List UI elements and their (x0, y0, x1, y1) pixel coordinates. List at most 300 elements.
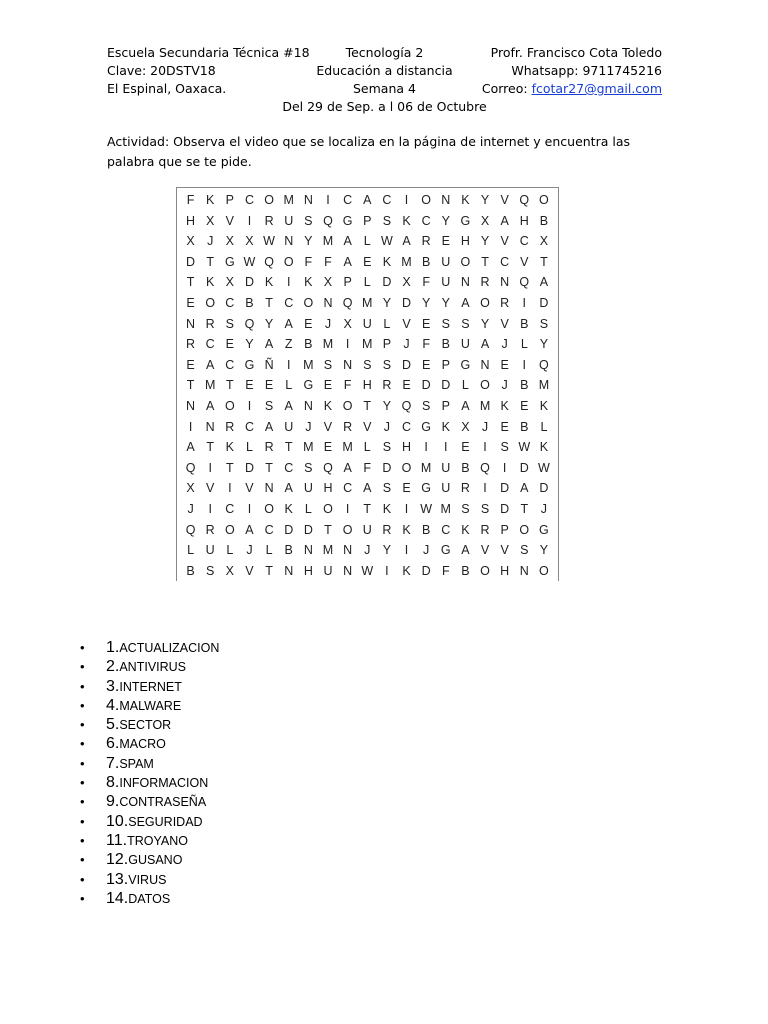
grid-letter: G (539, 522, 550, 537)
grid-letter: W (361, 563, 374, 578)
grid-letter: K (323, 398, 333, 413)
grid-letter: L (363, 275, 372, 290)
grid-letter: S (421, 398, 431, 413)
grid-letter: S (225, 316, 235, 331)
word-text: SPAM (119, 756, 154, 771)
grid-letter: E (441, 234, 451, 249)
grid-letter: R (264, 440, 275, 455)
grid-letter: N (186, 316, 196, 331)
word-number: 14. (106, 889, 129, 907)
grid-letter: R (225, 419, 235, 434)
grid-letter: S (382, 357, 392, 372)
grid-letter: S (520, 543, 529, 558)
grid-letter: U (441, 275, 451, 290)
word-list-item (80, 657, 219, 676)
grid-letter: L (383, 316, 391, 331)
grid-letter: C (343, 193, 353, 207)
grid-letter: N (186, 398, 196, 413)
grid-letter: I (483, 440, 488, 455)
grid-letter: I (286, 275, 291, 290)
grid-letter: T (186, 378, 195, 393)
grid-letter: H (323, 481, 333, 496)
grid-letter: F (441, 563, 451, 578)
grid-letter: A (264, 337, 274, 352)
grid-letter: A (343, 460, 353, 475)
grid-letter: E (225, 337, 235, 352)
grid-letter: U (323, 563, 333, 578)
grid-letter: M (362, 337, 373, 352)
grid-letter: E (323, 378, 333, 393)
teacher-whatsapp: Whatsapp: 9711745216 (511, 63, 662, 78)
grid-letter: V (225, 213, 235, 228)
grid-letter: E (402, 378, 412, 393)
grid-letter: A (284, 398, 294, 413)
grid-letter: Q (519, 193, 530, 207)
week-label: Semana 4 (353, 81, 416, 96)
grid-letter: M (283, 193, 295, 207)
grid-letter: K (402, 522, 412, 537)
grid-letter: J (403, 337, 411, 352)
grid-letter: O (323, 501, 334, 516)
grid-letter: L (285, 378, 293, 393)
grid-letter: A (461, 295, 471, 310)
grid-letter: K (461, 193, 471, 207)
word-list-item (80, 792, 219, 811)
word-number: 9. (106, 793, 120, 811)
grid-letter: P (363, 213, 372, 228)
grid-letter: F (363, 460, 372, 475)
grid-letter: L (265, 543, 274, 558)
grid-letter: E (421, 357, 431, 372)
grid-letter: A (343, 234, 353, 249)
grid-letter: M (420, 460, 432, 475)
grid-letter: I (385, 563, 390, 578)
grid-letter: N (500, 275, 510, 290)
word-text: SECTOR (119, 718, 172, 733)
grid-letter: I (522, 357, 527, 372)
grid-letter: Y (382, 295, 392, 310)
grid-letter: J (423, 543, 430, 558)
word-number: 13. (106, 870, 129, 888)
grid-letter: H (362, 378, 373, 393)
grid-letter: N (323, 295, 333, 310)
grid-letter: B (245, 295, 255, 310)
grid-letter: V (245, 563, 255, 578)
grid-letter: J (324, 316, 332, 331)
grid-letter: C (264, 522, 275, 537)
grid-letter: S (500, 440, 510, 455)
grid-letter: Q (519, 275, 530, 290)
grid-letter: I (522, 295, 527, 310)
grid-letter: J (540, 501, 548, 516)
grid-letter: E (461, 440, 471, 455)
grid-letter: A (539, 275, 549, 290)
grid-letter: X (186, 481, 196, 496)
grid-letter: V (520, 254, 529, 269)
grid-letter: Y (245, 337, 255, 352)
grid-letter: T (284, 440, 294, 455)
grid-letter: X (186, 234, 196, 249)
grid-letter: R (205, 522, 216, 537)
grid-letter: Y (480, 316, 490, 331)
grid-letter: L (304, 501, 313, 516)
word-text: TROYANO (127, 833, 188, 848)
grid-letter: M (362, 295, 373, 310)
grid-letter: D (539, 295, 549, 310)
grid-letter: Z (284, 337, 294, 352)
grid-letter: G (303, 378, 314, 393)
grid-letter: B (421, 254, 431, 269)
grid-letter: A (520, 481, 529, 496)
grid-letter: Q (323, 213, 334, 228)
grid-letter: G (342, 213, 353, 228)
bullet-icon: • (80, 871, 85, 887)
grid-letter: T (363, 398, 372, 413)
grid-letter: D (284, 522, 294, 537)
grid-letter: S (382, 481, 392, 496)
grid-letter: A (500, 213, 510, 228)
grid-letter: S (480, 501, 490, 516)
grid-letter: S (304, 460, 314, 475)
grid-letter: L (520, 337, 529, 352)
grid-letter: T (540, 254, 549, 269)
grid-letter: I (404, 543, 409, 558)
grid-letter: Y (441, 213, 451, 228)
grid-letter: N (303, 398, 314, 413)
grid-letter: W (243, 254, 256, 269)
grid-letter: Y (382, 543, 392, 558)
grid-letter: Y (382, 398, 392, 413)
word-list-item (80, 889, 219, 908)
grid-letter: G (460, 213, 471, 228)
grid-letter: M (303, 440, 315, 455)
grid-letter: M (204, 378, 216, 393)
grid-letter: E (500, 357, 510, 372)
grid-letter: B (304, 337, 314, 352)
grid-letter: A (363, 481, 372, 496)
bullet-icon: • (80, 813, 85, 829)
grid-letter: V (500, 193, 510, 207)
grid-letter: K (382, 254, 392, 269)
grid-letter: G (224, 254, 236, 269)
grid-letter: I (286, 357, 291, 372)
grid-letter: I (345, 501, 350, 516)
grid-letter: X (206, 213, 215, 228)
grid-letter: A (186, 440, 196, 455)
grid-letter: J (501, 378, 509, 393)
grid-letter: I (424, 440, 429, 455)
grid-letter: E (245, 378, 255, 393)
grid-letter: W (518, 440, 531, 455)
school-code: Clave: 20DSTV18 (107, 63, 216, 78)
grid-letter: I (345, 337, 350, 352)
word-text: MACRO (119, 737, 166, 752)
grid-letter: R (264, 213, 275, 228)
word-number: 3. (106, 677, 120, 695)
teacher-name: Profr. Francisco Cota Toledo (490, 45, 662, 60)
grid-letter: H (519, 213, 530, 228)
grid-letter: R (421, 234, 432, 249)
grid-letter: C (284, 460, 294, 475)
grid-letter: S (323, 357, 333, 372)
grid-letter: J (383, 419, 391, 434)
grid-letter: B (461, 563, 471, 578)
grid-letter: L (461, 378, 470, 393)
grid-letter: M (322, 234, 334, 249)
grid-letter: U (284, 419, 294, 434)
grid-letter: C (244, 419, 255, 434)
grid-letter: K (284, 501, 294, 516)
grid-letter: J (187, 501, 195, 516)
grid-letter: D (244, 275, 255, 290)
grid-letter: X (343, 316, 353, 331)
grid-letter: E (363, 254, 372, 269)
grid-letter: W (263, 234, 276, 249)
grid-letter: R (382, 378, 392, 393)
grid-letter: I (247, 501, 252, 516)
grid-letter: S (539, 316, 549, 331)
activity-instructions: Actividad: Observa el video que se localiza en la página de internet y encuentra las palabra que se te pide. (107, 134, 631, 169)
grid-letter: K (402, 213, 412, 228)
grid-letter: O (264, 193, 275, 207)
grid-letter: O (539, 193, 550, 207)
grid-letter: O (264, 501, 275, 516)
grid-letter: D (421, 378, 432, 393)
grid-letter: A (245, 522, 255, 537)
grid-letter: M (342, 440, 354, 455)
grid-letter: S (461, 316, 471, 331)
bullet-icon: • (80, 775, 85, 791)
grid-letter: W (420, 501, 433, 516)
grid-letter: T (363, 501, 372, 516)
grid-letter: S (441, 316, 451, 331)
grid-letter: S (382, 440, 392, 455)
grid-letter: Y (480, 193, 490, 207)
grid-letter: X (225, 234, 235, 249)
grid-letter: K (382, 501, 392, 516)
grid-letter: H (460, 234, 471, 249)
grid-letter: D (500, 481, 510, 496)
grid-letter: C (225, 501, 235, 516)
grid-letter: L (363, 440, 372, 455)
word-number: 5. (106, 716, 120, 734)
grid-letter: C (343, 481, 353, 496)
word-text: ACTUALIZACION (119, 641, 220, 655)
grid-letter: U (205, 543, 216, 558)
grid-letter: P (343, 275, 353, 290)
grid-letter: X (461, 419, 471, 434)
word-number: 6. (106, 735, 120, 753)
grid-letter: B (520, 378, 529, 393)
grid-letter: S (206, 563, 215, 578)
letter-grid (177, 188, 558, 581)
grid-letter: V (500, 543, 510, 558)
grid-letter: E (500, 419, 510, 434)
word-number: 8. (106, 774, 120, 792)
grid-letter: O (342, 522, 353, 537)
bullet-icon: • (80, 659, 85, 675)
grid-letter: C (225, 357, 235, 372)
grid-letter: Y (421, 295, 431, 310)
bullet-icon: • (80, 678, 85, 694)
grid-letter: N (519, 563, 530, 578)
grid-letter: U (362, 522, 373, 537)
grid-letter: D (539, 481, 549, 496)
grid-letter: G (440, 543, 452, 558)
grid-letter: N (284, 563, 294, 578)
grid-letter: I (247, 213, 252, 228)
grid-letter: O (303, 295, 314, 310)
grid-letter: M (303, 357, 315, 372)
grid-letter: K (500, 398, 510, 413)
grid-letter: T (226, 460, 235, 475)
grid-letter: S (304, 213, 314, 228)
grid-letter: T (186, 275, 195, 290)
word-number: 1. (106, 639, 120, 656)
grid-letter: O (283, 254, 295, 269)
grid-letter: V (500, 316, 510, 331)
grid-letter: O (401, 460, 412, 475)
grid-letter: I (404, 501, 409, 516)
grid-letter: K (264, 275, 274, 290)
word-number: 10. (106, 812, 129, 830)
grid-letter: U (441, 460, 451, 475)
email-label: Correo: (481, 81, 532, 96)
grid-letter: T (265, 460, 274, 475)
grid-letter: T (324, 522, 333, 537)
grid-letter: X (245, 234, 255, 249)
word-text: CONTRASEÑA (119, 795, 207, 810)
grid-letter: I (483, 481, 488, 496)
grid-letter: D (441, 378, 451, 393)
grid-letter: G (244, 357, 255, 372)
grid-letter: P (500, 522, 510, 537)
grid-letter: V (500, 234, 510, 249)
word-list-item (80, 850, 219, 869)
grid-letter: B (520, 419, 529, 434)
grid-letter: L (540, 419, 548, 434)
grid-letter: Y (539, 543, 549, 558)
grid-letter: O (460, 254, 471, 269)
grid-letter: W (380, 234, 394, 249)
grid-letter: K (402, 563, 412, 578)
grid-letter: G (421, 481, 432, 496)
grid-letter: B (421, 522, 431, 537)
grid-letter: O (480, 378, 491, 393)
grid-letter: J (364, 543, 371, 558)
word-text: ANTIVIRUS (119, 660, 187, 675)
grid-letter: U (362, 316, 373, 331)
grid-letter: G (460, 357, 471, 372)
grid-letter: R (382, 522, 392, 537)
grid-letter: K (461, 522, 471, 537)
grid-letter: Y (264, 316, 274, 331)
grid-letter: C (421, 213, 432, 228)
grid-letter: V (363, 419, 372, 434)
grid-letter: E (186, 357, 196, 372)
email-link[interactable]: fcotar27@gmail.com (531, 81, 662, 96)
grid-letter: A (343, 254, 353, 269)
grid-letter: R (480, 522, 491, 537)
grid-letter: U (441, 481, 451, 496)
grid-letter: N (284, 234, 294, 249)
grid-letter: K (539, 440, 549, 455)
grid-letter: F (422, 337, 431, 352)
grid-letter: V (245, 481, 255, 496)
grid-letter: A (480, 337, 490, 352)
grid-letter: T (520, 501, 529, 516)
grid-letter: B (461, 460, 471, 475)
grid-letter: T (265, 295, 274, 310)
grid-letter: Y (480, 234, 490, 249)
grid-letter: X (225, 563, 235, 578)
grid-letter: V (206, 481, 215, 496)
grid-letter: B (520, 316, 529, 331)
grid-letter: N (264, 481, 275, 496)
grid-letter: R (343, 419, 353, 434)
grid-letter: Q (342, 295, 353, 310)
grid-letter: Q (264, 254, 275, 269)
word-list-item (80, 696, 219, 715)
word-number: 4. (106, 696, 120, 714)
grid-letter: S (461, 501, 471, 516)
grid-letter: D (401, 295, 412, 310)
teacher-email-line (482, 80, 662, 98)
grid-letter: T (481, 254, 490, 269)
grid-letter: N (343, 563, 353, 578)
grid-letter: M (479, 398, 491, 413)
grid-letter: F (324, 254, 333, 269)
word-list-item (80, 870, 219, 889)
grid-letter: H (500, 563, 510, 578)
grid-letter: Q (480, 460, 491, 475)
grid-letter: U (284, 213, 294, 228)
grid-letter: S (382, 213, 392, 228)
word-number: 11. (106, 831, 128, 849)
grid-letter: H (401, 440, 412, 455)
grid-letter: V (323, 419, 333, 434)
grid-letter: N (303, 543, 314, 558)
grid-letter: K (206, 193, 215, 207)
bullet-icon: • (80, 794, 85, 810)
teacher-info (482, 44, 662, 98)
grid-letter: J (207, 234, 214, 249)
grid-letter: D (519, 460, 530, 475)
grid-letter: P (225, 193, 235, 207)
grid-letter: C (500, 254, 510, 269)
grid-letter: T (226, 378, 235, 393)
grid-letter: Y (441, 295, 451, 310)
modality: Educación a distancia (316, 63, 453, 78)
grid-letter: A (461, 543, 471, 558)
grid-letter: S (363, 357, 372, 372)
grid-letter: E (421, 316, 431, 331)
word-text: DATOS (128, 891, 171, 906)
grid-letter: E (304, 316, 314, 331)
grid-letter: I (228, 481, 233, 496)
grid-letter: C (284, 295, 294, 310)
grid-letter: Q (323, 460, 334, 475)
grid-letter: D (303, 522, 314, 537)
grid-letter: K (225, 440, 235, 455)
grid-letter: L (187, 543, 195, 558)
grid-letter: Q (401, 398, 412, 413)
word-search-grid (176, 187, 559, 581)
grid-letter: I (404, 193, 409, 207)
word-text: GUSANO (128, 853, 183, 868)
grid-letter: P (441, 398, 451, 413)
grid-letter: L (226, 543, 234, 558)
